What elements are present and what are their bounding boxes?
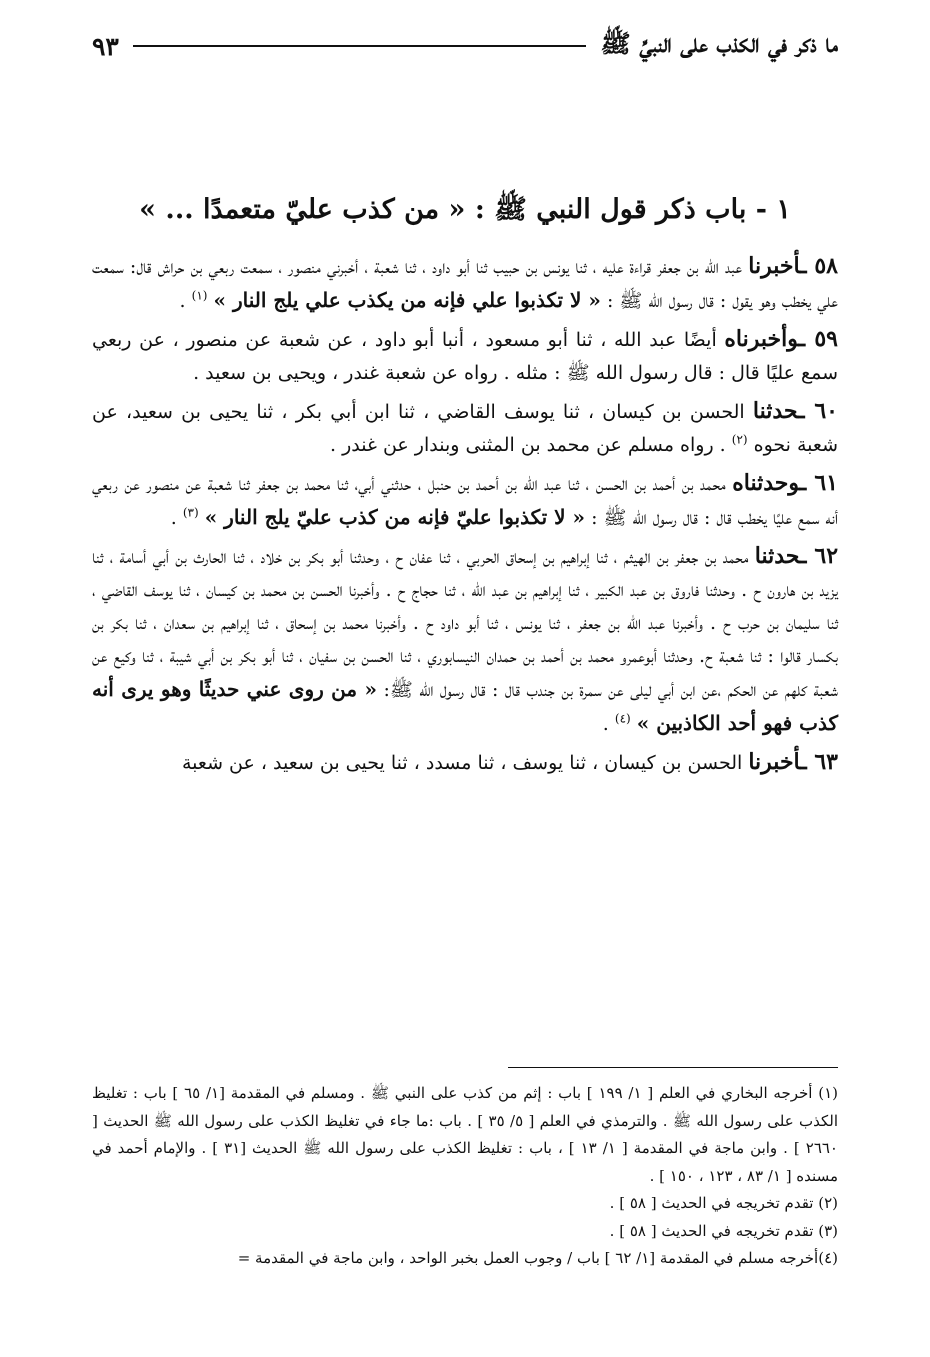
- hadith-text: محمد بن أحمد بن الحسن ، ثنا عبد الله بن أحمد بن حنبل ، حدثني أبي، ثنا محمد بن جعفر ثنا شعبة عن منصور عن ربعي أنه سمع عليًا يخطب قال : قال رسول الله ﷺ :: [92, 473, 838, 529]
- footnote-3: (٣) تقدم تخريجه في الحديث [ ٥٨ ] .: [609, 1221, 838, 1240]
- hadith-text: عبد الله بن جعفر قراءة عليه ، ثنا يونس بن حبيب ثنا أبو داود ، ثنا شعبة ، أخبرني منصور ، سمعت ربعي بن حراش قال: سمعت علي يخطب وهو يقول : قال رسول الله ﷺ :: [92, 256, 838, 312]
- hadith-number: ٥٨ ـ: [800, 253, 838, 279]
- hadith-quote: « لا تكذبوا علي فإنه من يكذب علي يلج النار »: [213, 288, 601, 312]
- hadith-verb: حدثنا: [754, 543, 800, 569]
- hadith-number: ٦٠ ـ: [798, 398, 838, 424]
- hadith-tail: . رواه مسلم عن محمد بن المثنى وبندار عن غندر .: [330, 434, 726, 456]
- hadith-number: ٥٩ ـ: [798, 326, 838, 352]
- footnote-1: (١) أخرجه البخاري في العلم [ ١/ ١٩٩ ] باب : إثم من كذب على النبي ﷺ . ومسلم في المقدمة [١/ ٦٥ ] باب : تغليظ الكذب على رسول الله ﷺ . والترمذي في العلم [ ٥/ ٣٥ ] . باب :ما جاء في تغليظ الكذب على رسول الله ﷺ الحديث [ ٢٦٦٠ ] . وابن ماجة في المقدمة [ ١/ ١٣ ] ، باب : تغليظ الكذب على رسول الله ﷺ الحديث [٣١ ] . والإمام أحمد في مسنده [ ١/ ٨٣ ، ١٢٣ ، ١٥٠ ] .: [92, 1084, 839, 1185]
- footnote-4: (٤)أخرجه مسلم في المقدمة [١/ ٦٢ ] باب / وجوب العمل بخبر الواحد ، وابن ماجة في المقدمة =: [237, 1249, 838, 1267]
- footnote-ref[interactable]: (٤): [614, 711, 631, 726]
- hadith-number: ٦١ ـ: [799, 470, 838, 496]
- hadith-tail: .: [179, 290, 186, 312]
- hadith-verb: أخبرنا: [748, 253, 801, 279]
- footnotes: [92, 1080, 838, 1273]
- hadith-verb: وأخبرناه: [724, 326, 799, 352]
- hadith-62: [92, 540, 838, 741]
- page-number: ٩٣: [92, 31, 119, 61]
- footnote-ref[interactable]: (٢): [731, 432, 748, 447]
- hadith-text: أيضًا عبد الله ، ثنا أبو مسعود ، أنبا أبو داود ، عن شعبة عن منصور ، عن ربعي سمع عليًا قال : قال رسول الله ﷺ : مثله . رواه عن شعبة غندر ، ويحيى بن سعيد .: [92, 329, 838, 384]
- hadith-text: الحسن بن كيسان ، ثنا يوسف القاضي ، ثنا ابن أبي بكر ، ثنا يحيى بن سعيد، عن شعبة نحوه: [92, 401, 838, 456]
- running-head-rule: [133, 45, 587, 47]
- hadith-59: [92, 323, 838, 390]
- hadith-60: [92, 395, 838, 462]
- hadith-tail: .: [170, 507, 177, 529]
- running-head: [92, 26, 838, 66]
- hadith-text: محمد بن جعفر بن الهيثم ، ثنا إبراهيم بن إسحاق الحربي ، ثنا عفان ح ، وحدثنا أبو بكر بن خلاد ، ثنا الحارث بن أبي أسامة ، ثنا يزيد بن هارون ح . وحدثنا فاروق بن عبد الكبير ، ثنا إبراهيم بن عبد الله ، ثنا حجاج ح . وأخبرنا الحسن بن محمد بن كيسان ، ثنا يوسف القاضي ، ثنا سليمان بن حرب ح . وأخبرنا عبد الله بن جعفر ، ثنا يونس ، ثنا أبو داود ح . وأخبرنا محمد بن إسحاق ، ثنا إبراهيم بن سعدان ، ثنا بكر بن بكسار قالوا : ثنا شعبة ح. وحدثنا أبوعمرو محمد بن أحمد بن حمدان النيسابوري ، ثنا الحسن بن سفيان ، ثنا أبو بكر بن أبي شيبة ، ثنا وكيع عن شعبة كلهم عن الحكم ،عن ابن أبي ليلى عن سمرة بن جندب قال : قال رسول الله ﷺ:: [92, 546, 838, 701]
- hadith-number: ٦٣ ـ: [800, 749, 838, 775]
- hadith-58: [92, 250, 838, 318]
- chapter-title: ١ - باب ذكر قول النبي ﷺ : « من كذب عليّ متعمدًا ... »: [139, 194, 791, 225]
- footnote-2: (٢) تقدم تخريجه في الحديث [ ٥٨ ] .: [609, 1194, 838, 1212]
- hadith-text: الحسن بن كيسان ، ثنا يوسف ، ثنا مسدد ، ثنا يحيى بن سعيد ، عن شعبة: [182, 752, 743, 774]
- footnote-ref[interactable]: (٣): [182, 505, 199, 520]
- hadith-verb: حدثنا: [752, 398, 799, 424]
- hadith-63: [92, 746, 838, 780]
- hadith-body: [92, 250, 838, 785]
- hadith-number: ٦٢ ـ: [799, 543, 839, 569]
- hadith-quote: « من روى عني حديثًا وهو يرى أنه كذب فهو أحد الكاذبين »: [92, 677, 838, 735]
- running-head-title: ما ذكر في الكذب على النبيِّ ﷺ: [600, 28, 838, 58]
- footnote-divider: [508, 1067, 838, 1068]
- hadith-quote: « لا تكذبوا عليّ فإنه من كذب عليّ يلج النار »: [204, 505, 586, 529]
- footnote-ref[interactable]: (١): [191, 288, 208, 303]
- hadith-61: [92, 467, 838, 535]
- hadith-verb: وحدثناه: [732, 470, 800, 496]
- hadith-verb: أخبرنا: [748, 749, 801, 775]
- hadith-tail: .: [602, 713, 609, 735]
